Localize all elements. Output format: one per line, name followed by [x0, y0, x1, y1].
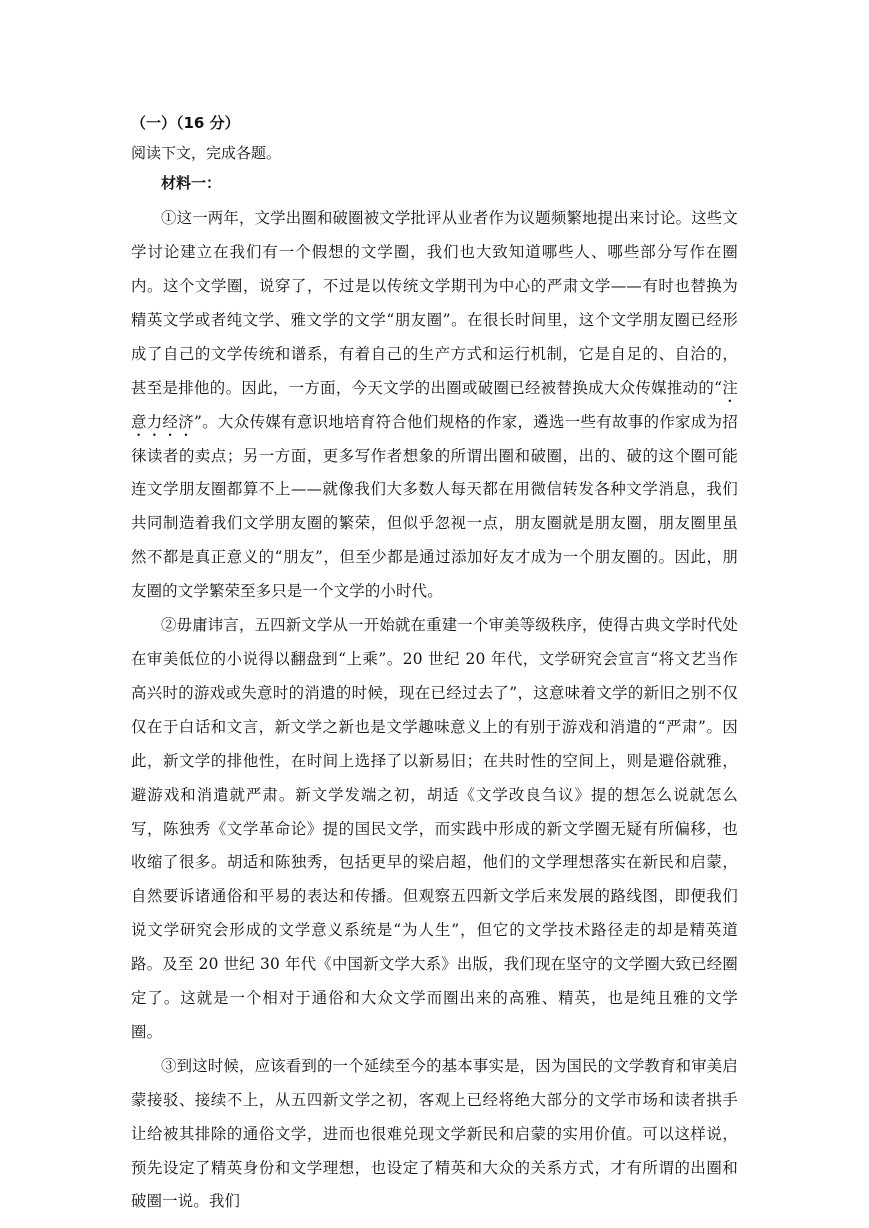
paragraph-1-text-after: ”。大众传媒有意识地培育符合他们规格的作家，遴选一些有故事的作家成为招徕读者的卖点；另一方面，更多写作者想象的所谓出圈和破圈，出的、破的这个圈可能连文学朋友圈都算不上——就像我们大多数人每天都在用微信转发各种文学消息，我们共同制造着我们文学朋友圈的繁荣，但似乎忽视一点，朋友圈就是朋友圈，朋友圈里虽然不都是真正意义的“朋友”，但至少都是通过添加好友才成为一个朋友圈的。因此，朋友圈的文学繁荣至多只是一个文学的小时代。	[131, 412, 738, 601]
material-label: 材料一：	[161, 174, 222, 192]
paragraph-1-text-before: ①这一两年，文学出圈和破圈被文学批评从业者作为议题频繁地提出来讨论。这些文学讨论建立在我们有一个假想的文学圈，我们也大致知道哪些人、哪些部分写作在圈内。这个文学圈，说穿了，不过是以传统文学期刊为中心的严肃文学——有时也替换为精英文学或者纯文学、雅文学的文学“朋友圈”。在很长时间里，这个文学朋友圈已经形成了自己的文学传统和谱系，有着自己的生产方式和运行机制，它是自足的、自洽的，甚至是排他的。因此，一方面，今天文学的出圈或破圈已经被替换成大众传媒推动的“	[131, 209, 738, 397]
paragraph-3: ③到这时候，应该看到的一个延续至今的基本事实是，因为国民的文学教育和审美启蒙接驳、接续不上，从五四新文学之初，客观上已经将绝大部分的文学市场和读者拱手让给被其排除的通俗文学，进而也很难兑现文学新民和启蒙的实用价值。可以这样说，预先设定了精英身份和文学理想，也设定了精英和大众的关系方式，才有所谓的出圈和破圈一说。我们	[131, 1056, 738, 1211]
paragraph-1	[131, 202, 738, 609]
paragraph-2: ②毋庸讳言，五四新文学从一开始就在重建一个审美等级秩序，使得古典文学时代处在审美低位的小说得以翻盘到“上乘”。20 世纪 20 年代，文学研究会宣言“将文艺当作高兴时的游戏或失意时的消遣的时候，现在已经过去了”，这意味着文学的新旧之别不仅仅在于白话和文言，新文学之新也是文学趣味意义上的有别于游戏和消遣的“严肃”。因此，新文学的排他性，在时间上选择了以新易旧；在共时性的空间上，则是避俗就雅，避游戏和消遣就严肃。新文学发端之初，胡适《文学改良刍议》提的想怎么说就怎么写，陈独秀《文学革命论》提的国民文学，而实践中形成的新文学圈无疑有所偏移，也收缩了很多。胡适和陈独秀，包括更早的梁启超，他们的文学理想落实在新民和启蒙，自然要诉诸通俗和平易的表达和传播。但观察五四新文学后来发展的路线图，即便我们说文学研究会形成的文学意义系统是“为人生”，但它的文学技术路径走的却是精英道路。及至 20 世纪 30 年代《中国新文学大系》出版，我们现在坚守的文学圈大致已经圈定了。这就是一个相对于通俗和大众文学而圈出来的高雅、精英，也是纯且雅的文学圈。	[131, 616, 738, 1041]
emphasis-term: 注意力经济	[131, 378, 739, 431]
instruction-text: 阅读下文，完成各题。	[131, 144, 282, 162]
section-heading: （一）（16 分）	[131, 114, 240, 132]
